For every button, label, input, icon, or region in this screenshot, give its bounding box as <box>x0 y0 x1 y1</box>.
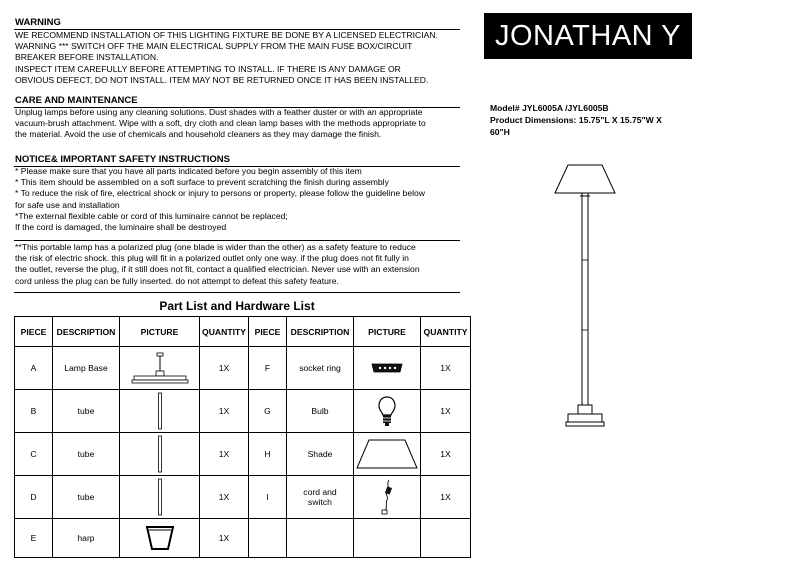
quantity-cell: 1X <box>421 476 471 519</box>
table-row <box>15 433 471 476</box>
care-line: the material. Avoid the use of chemicals and household cleaners as they may damage the finish. <box>15 129 382 140</box>
piece-cell: G <box>249 390 287 433</box>
quantity-cell <box>421 519 471 558</box>
piece-cell: D <box>15 476 53 519</box>
piece-cell: I <box>249 476 287 519</box>
tube-icon <box>156 392 164 430</box>
piece-cell: F <box>249 347 287 390</box>
warning-line: INSPECT ITEM CAREFULLY BEFORE ATTEMPTING TO INSTALL. IF THERE IS ANY DAMAGE OR <box>15 63 401 74</box>
picture-cell <box>120 433 200 476</box>
description-cell: tube <box>53 476 120 519</box>
description-cell: tube <box>53 390 120 433</box>
brand-logo: JONATHAN Y <box>484 13 692 59</box>
notice-line: for safe use and installation <box>15 199 120 210</box>
notice-line: If the cord is damaged, the luminaire shall be destroyed <box>15 222 227 233</box>
description-line: cord and <box>303 487 337 497</box>
description-cell: Lamp Base <box>53 347 120 390</box>
care-heading: CARE AND MAINTENANCE <box>15 95 138 106</box>
notice-line: *The external flexible cable or cord of this luminaire cannot be replaced; <box>15 210 288 221</box>
picture-cell <box>120 347 200 390</box>
quantity-cell: 1X <box>200 347 249 390</box>
quantity-cell: 1X <box>421 433 471 476</box>
piece-cell: C <box>15 433 53 476</box>
care-line: vacuum-brush attachment. Wipe with a soft, dry cloth and clean lamp bases with the methods appropriate to <box>15 118 426 129</box>
column-header: PICTURE <box>354 317 421 347</box>
floor-lamp-illustration <box>545 160 625 435</box>
description-line: switch <box>308 497 332 507</box>
warning-line: BREAKER BEFORE INSTALLATION. <box>15 52 159 63</box>
table-row <box>15 476 471 519</box>
warning-heading: WARNING <box>15 17 61 28</box>
socket-ring-icon <box>369 362 405 374</box>
plug-line: cord unless the plug can be fully inserted. do not attempt to defeat this safety feature. <box>15 275 339 286</box>
product-dimensions: Product Dimensions: 15.75"L X 15.75"W X <box>490 115 662 125</box>
picture-cell <box>354 433 421 476</box>
quantity-cell: 1X <box>200 476 249 519</box>
description-cell: Bulb <box>287 390 354 433</box>
piece-cell <box>249 519 287 558</box>
cord-switch-icon <box>377 478 397 516</box>
plug-text <box>15 242 465 287</box>
divider <box>14 240 460 241</box>
column-header: DESCRIPTION <box>287 317 354 347</box>
harp-icon <box>145 524 175 552</box>
model-number: Model# JYL6005A /JYL6005B <box>490 103 609 113</box>
tube-icon <box>156 478 164 516</box>
piece-cell: B <box>15 390 53 433</box>
notice-heading: NOTICE& IMPORTANT SAFETY INSTRUCTIONS <box>15 154 230 165</box>
column-header: PICTURE <box>120 317 200 347</box>
column-header: PIECE <box>15 317 53 347</box>
quantity-cell: 1X <box>200 519 249 558</box>
plug-line: the risk of electric shock. this plug will fit in a polarized outlet only one way. if the plug does not fit fully in <box>15 253 409 264</box>
quantity-cell: 1X <box>421 390 471 433</box>
warning-line: WE RECOMMEND INSTALLATION OF THIS LIGHTING FIXTURE BE DONE BY A LICENSED ELECTRICIAN. <box>15 30 438 40</box>
quantity-cell: 1X <box>200 390 249 433</box>
notice-line: * This item should be assembled on a soft surface to prevent scratching the finish during assembly <box>15 177 389 188</box>
plug-line: **This portable lamp has a polarized plug (one blade is wider than the other) as a safety feature to reduce <box>15 242 416 252</box>
product-dimensions-cont: 60"H <box>490 127 510 137</box>
quantity-cell: 1X <box>421 347 471 390</box>
table-row <box>15 519 471 558</box>
parts-title: Part List and Hardware List <box>159 299 315 313</box>
picture-cell <box>120 519 200 558</box>
quantity-cell: 1X <box>200 433 249 476</box>
column-header: DESCRIPTION <box>53 317 120 347</box>
notice-text <box>15 166 465 233</box>
care-line: Unplug lamps before using any cleaning solutions. Dust shades with a feather duster or with an appropriate <box>15 107 423 117</box>
notice-line: * Please make sure that you have all parts indicated before you begin assembly of this item <box>15 166 362 176</box>
picture-cell <box>354 519 421 558</box>
table-header-row <box>15 317 471 347</box>
warning-line: OBVIOUS DEFECT, DO NOT INSTALL. ITEM MAY NOT BE RETURNED ONCE IT HAS BEEN INSTALLED. <box>15 74 429 85</box>
description-cell: harp <box>53 519 120 558</box>
description-cell: Shade <box>287 433 354 476</box>
shade-drawing <box>555 165 615 193</box>
parts-table <box>14 316 471 558</box>
column-header: QUANTITY <box>421 317 471 347</box>
column-header: QUANTITY <box>200 317 249 347</box>
piece-cell: H <box>249 433 287 476</box>
piece-cell: A <box>15 347 53 390</box>
plug-line: the outlet, reverse the plug, if it still does not fit, contact a qualified electrician. Never use with an extension <box>15 264 420 275</box>
picture-cell <box>354 390 421 433</box>
piece-cell: E <box>15 519 53 558</box>
warning-text <box>15 30 465 86</box>
notice-line: * To reduce the risk of fire, electrical shock or injury to persons or property, please follow the guideline below <box>15 188 426 199</box>
bulb-icon <box>377 395 397 427</box>
warning-line: WARNING *** SWITCH OFF THE MAIN ELECTRICAL SUPPLY FROM THE MAIN FUSE BOX/CIRCUIT <box>15 41 413 52</box>
picture-cell <box>354 347 421 390</box>
table-row <box>15 347 471 390</box>
description-cell: socket ring <box>287 347 354 390</box>
care-text <box>15 107 465 141</box>
shade-icon <box>355 438 419 470</box>
description-cell: tube <box>53 433 120 476</box>
column-header: PIECE <box>249 317 287 347</box>
divider <box>14 292 460 293</box>
picture-cell <box>120 390 200 433</box>
picture-cell <box>120 476 200 519</box>
lamp-base-icon <box>130 351 190 385</box>
picture-cell <box>354 476 421 519</box>
tube-icon <box>156 435 164 473</box>
description-cell <box>287 476 354 519</box>
table-row <box>15 390 471 433</box>
description-cell <box>287 519 354 558</box>
